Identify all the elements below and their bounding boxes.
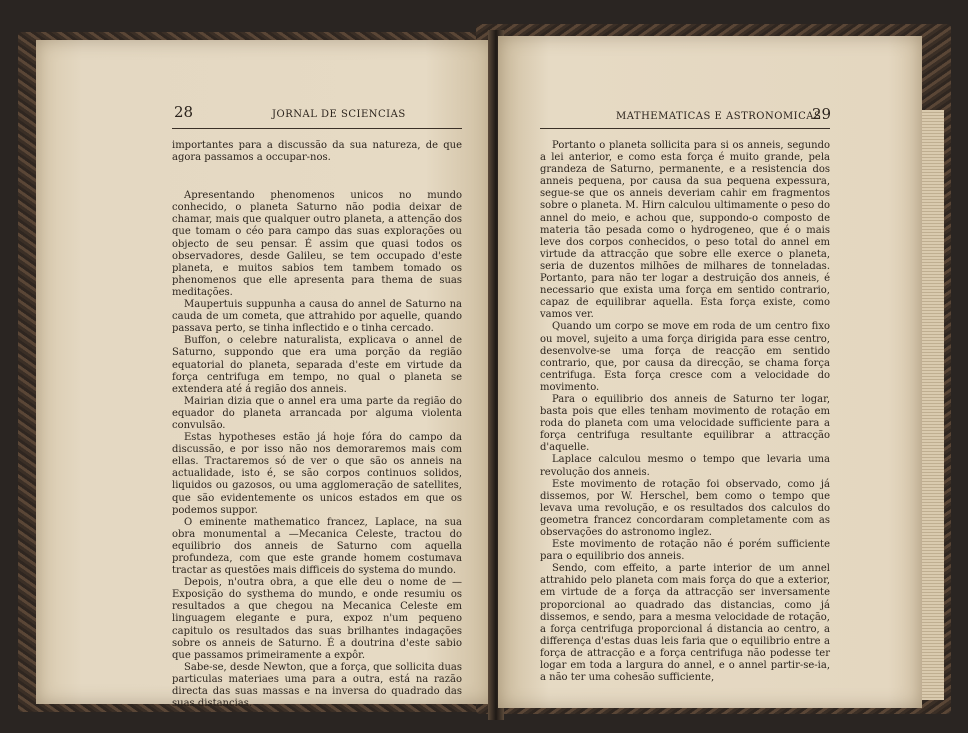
paragraph: Mairian dizia que o annel era uma parte da região do equador do planeta arrancada por alguma violenta convulsão. [172, 395, 462, 431]
left-page [36, 40, 494, 710]
header-rule [172, 128, 462, 129]
paragraph: Sendo, com effeito, a parte interior de um annel attrahido pelo planeta com mais força do que a exterior, em virtude de a força da attracção ser inversamente proporcional ao quadrado das distancias, como já dissemos, e sendo, para a mesma velocidade de rotação, a força centrifuga proporcional á distancia ao centro, a differença d'estas duas leis faria que o equilibrio entre a força de attracção e a força centrifuga não podesse ter logar em toda a largura do annel, e o annel partir-se-ia, a não ter uma cohesão sufficiente, [540, 563, 830, 684]
left-text-column [172, 140, 462, 710]
paragraph: Este movimento de rotação foi observado, como já dissemos, por W. Herschel, bem como o tempo que levava uma revolução, e os resultados dos calculos do geometra francez concordaram completamente com as observações do astronomo inglez. [540, 478, 830, 538]
paragraph: Maupertuis suppunha a causa do annel de Saturno na cauda de um cometa, que attrahido por aquelle, quando passava perto, se tinha inflectido e o tinha cercado. [172, 299, 462, 335]
running-head: JORNAL DE SCIENCIAS [272, 109, 406, 120]
right-text-column [540, 140, 830, 684]
paragraph: Buffon, o celebre naturalista, explicava o annel de Saturno, suppondo que era uma porção da região equatorial do planeta, separada d'este em virtude da força centrifuga em tempo, no qual o planeta se extendera até á região dos anneis. [172, 335, 462, 395]
paragraph: O eminente mathematico francez, Laplace, na sua obra monumental a —Mecanica Celeste, tractou do equilibrio dos anneis de Saturno com aquella profundeza, com que este grande homem costumava tractar as questões mais difficeis do systema do mundo. [172, 516, 462, 577]
paragraph: Este movimento de rotação não é porém sufficiente para o equilibrio dos anneis. [540, 539, 830, 563]
paragraph: Quando um corpo se move em roda de um centro fixo ou movel, sujeito a uma força dirigida para esse centro, desenvolve-se uma força de reacção em sentido contrario, que, por causa da direcção, se chama força centrifuga. Esta força cresce com a velocidade do movimento. [540, 321, 830, 393]
paragraph: Para o equilibrio dos anneis de Saturno ter logar, basta pois que elles tenham movimento de rotação em roda do planeta com uma velocidade sufficiente para a força centrifuga resultante equilibrar a attracção d'aquelle. [540, 393, 830, 454]
paragraph: Laplace calculou mesmo o tempo que levaria uma revolução dos anneis. [540, 454, 830, 478]
running-head: MATHEMATICAS E ASTRONOMICAS [616, 111, 822, 122]
paragraph: Estas hypotheses estão já hoje fóra do campo da discussão, e por isso não nos demoraremos mais com ellas. Tractaremos só de ver o que são os anneis na actualidade, isto é, se são corpos continuos solidos, liquidos ou gazosos, ou uma agglomeração de satellites, que são evidentemente os unicos estados em que os podemos suppor. [172, 432, 462, 516]
page-number: 29 [812, 105, 832, 123]
header-rule [540, 128, 830, 129]
paragraph: Depois, n'outra obra, a que elle deu o nome de —Exposição do systhema do mundo, e onde resumiu os resultados a que chegou na Mecanica Celeste em linguagem elegante e pura, expoz n'um pequeno capitulo os resultados das suas brilhantes indagações sobre os anneis de Saturno. É a doutrina d'este sabio que passamos primeiramente a expôr. [172, 577, 462, 661]
paragraph: Sabe-se, desde Newton, que a força, que sollicita duas particulas materiaes uma para a outra, está na razão directa das suas massas e na inversa do quadrado das suas distancias. [172, 661, 462, 710]
paragraph: Apresentando phenomenos unicos no mundo conhecido, o planeta Saturno não podia deixar de chamar, mais que qualquer outro planeta, a attenção dos que tomam o céo para campo das suas explorações ou objecto de seu pensar. É assim que quasi todos os observadores, desde Galileu, se tem occupado d'este planeta, e muitos sabios tem tambem tomado os phenomenos que elle apresenta para thema de suas meditações. [172, 190, 462, 298]
page-edges [922, 110, 944, 700]
paragraph: importantes para a discussão da sua natureza, de que agora passamos a occupar-nos. [172, 140, 462, 164]
paragraph: Portanto o planeta sollicita para si os anneis, segundo a lei anterior, e como esta força é muito grande, pela grandeza de Saturno, permanente, e a resistencia dos anneis pequena, por causa da sua pequena expessura, segue-se que os anneis deveriam cahir em fragmentos sobre o planeta. M. Hirn calculou ultimamente o peso do annel do meio, e achou que, suppondo-o composto de materia tão pesada como o hydrogeneo, que é o mais leve dos corpos conhecidos, o peso total do annel em virtude da attracção que sobre elle exerce o planeta, seria de duzentos milhões de milhares de tonneladas. Portanto, para não ter logar a destruição dos anneis, é necessario que exista uma força em sentido contrario, capaz de equilibrar aquella. Esta força existe, como vamos ver. [540, 140, 830, 321]
page-number: 28 [174, 103, 194, 121]
right-page [498, 36, 922, 708]
